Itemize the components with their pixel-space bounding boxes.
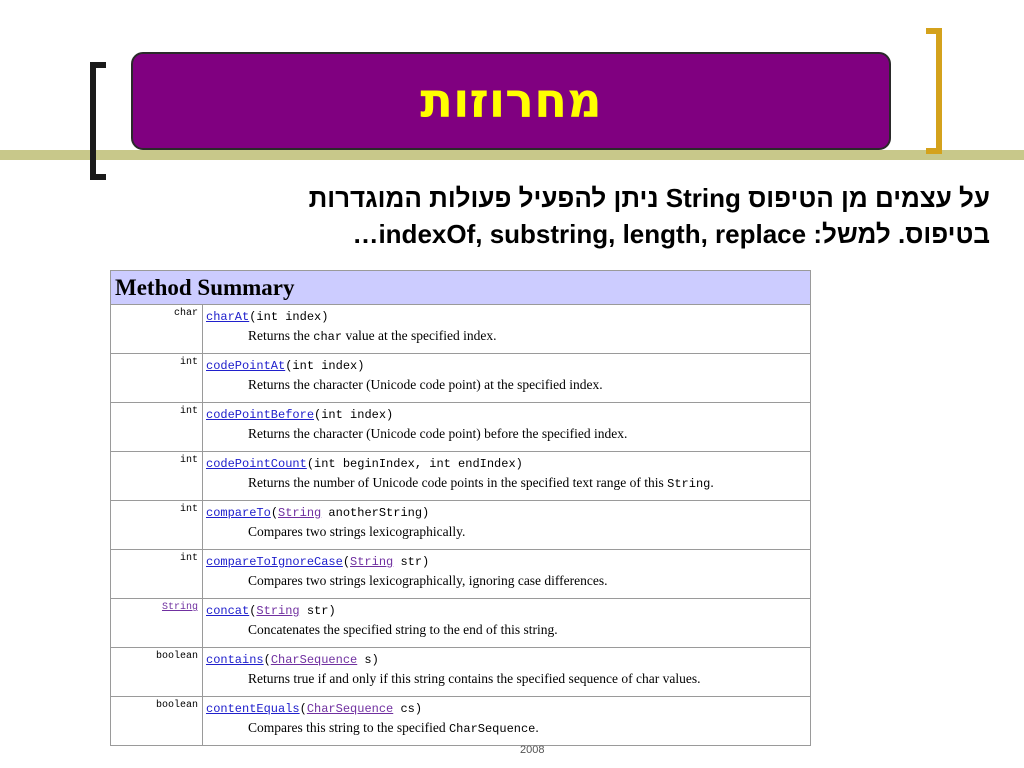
param-type-link[interactable]: String (350, 555, 394, 569)
return-type-cell (111, 599, 203, 648)
method-name-link[interactable]: concat (206, 604, 250, 618)
return-type-cell (111, 305, 203, 354)
description-text: Returns the number of Unicode code points in the specified text range of this (248, 475, 668, 490)
return-type: boolean (155, 700, 198, 711)
table-row (111, 550, 811, 599)
method-name-link[interactable]: charAt (206, 310, 250, 324)
description-text: Compares two strings lexicographically. (248, 524, 466, 539)
description-text: value at the specified index. (342, 328, 497, 343)
method-cell (203, 501, 811, 550)
return-type-cell (111, 697, 203, 746)
return-type-cell (111, 501, 203, 550)
slide-description (100, 180, 990, 252)
table-row (111, 354, 811, 403)
return-type-cell (111, 550, 203, 599)
param-text: (int index) (314, 408, 394, 422)
table-row (111, 697, 811, 746)
table-row (111, 648, 811, 697)
method-name-link[interactable]: codePointCount (206, 457, 307, 471)
return-type: int (179, 553, 198, 564)
method-cell (203, 648, 811, 697)
horizontal-rule (0, 150, 1024, 160)
method-name-link[interactable]: compareToIgnoreCase (206, 555, 343, 569)
param-text: ( (263, 653, 271, 667)
method-description (206, 473, 810, 494)
param-text: s) (357, 653, 379, 667)
method-signature (206, 700, 810, 718)
return-type-link[interactable]: String (161, 602, 198, 613)
inline-code: char (313, 330, 343, 344)
description-text: Concatenates the specified string to the end of this string. (248, 622, 558, 637)
method-cell (203, 354, 811, 403)
description-text: Returns true if and only if this string contains the specified sequence of char values. (248, 671, 701, 686)
return-type: int (179, 357, 198, 368)
param-type-link[interactable]: String (278, 506, 322, 520)
method-signature (206, 504, 810, 522)
table-row (111, 501, 811, 550)
method-signature (206, 308, 810, 326)
method-description (206, 424, 810, 444)
return-type-cell (111, 354, 203, 403)
return-type: boolean (155, 651, 198, 662)
param-text: (int beginIndex, int endIndex) (306, 457, 523, 471)
table-header-row (111, 271, 811, 305)
method-signature (206, 406, 810, 424)
method-name-link[interactable]: compareTo (206, 506, 271, 520)
param-text: anotherString) (321, 506, 430, 520)
inline-code: CharSequence (448, 722, 536, 736)
method-cell (203, 550, 811, 599)
description-text: Returns the character (Unicode code point) at the specified index. (248, 377, 603, 392)
param-text: str) (299, 604, 336, 618)
method-signature (206, 651, 810, 669)
method-description (206, 669, 810, 689)
right-bracket-decoration (926, 28, 942, 154)
method-name-link[interactable]: contains (206, 653, 264, 667)
return-type: int (179, 504, 198, 515)
table-row (111, 305, 811, 354)
description-text: Returns the character (Unicode code point) before the specified index. (248, 426, 628, 441)
param-type-link[interactable]: String (256, 604, 300, 618)
param-text: (int index) (285, 359, 365, 373)
param-text: cs) (393, 702, 423, 716)
method-signature (206, 553, 810, 571)
method-cell (203, 697, 811, 746)
param-type-link[interactable]: CharSequence (270, 653, 358, 667)
method-name-link[interactable]: codePointBefore (206, 408, 315, 422)
return-type-cell (111, 648, 203, 697)
description-line-1: על עצמים מן הטיפוס String ניתן להפעיל פעולות המוגדרות (308, 183, 990, 213)
description-text: Compares two strings lexicographically, ignoring case differences. (248, 573, 608, 588)
method-description (206, 718, 810, 739)
title-banner (131, 52, 891, 150)
method-signature (206, 357, 810, 375)
method-cell (203, 599, 811, 648)
return-type: int (179, 406, 198, 417)
table-row (111, 403, 811, 452)
table-row (111, 599, 811, 648)
return-type: int (179, 455, 198, 466)
method-summary-table (110, 270, 811, 748)
method-signature (206, 455, 810, 473)
param-text: ( (342, 555, 351, 569)
inline-code: String (667, 477, 711, 491)
param-type-link[interactable]: CharSequence (306, 702, 394, 716)
param-text: ( (249, 604, 257, 618)
method-description (206, 375, 810, 395)
method-cell (203, 305, 811, 354)
slide-footer: 2008 (520, 744, 545, 756)
table-row (111, 452, 811, 501)
description-line-2: בטיפוס. למשל: indexOf, substring, length, replace… (352, 219, 990, 249)
slide-title: מחרוזות (420, 73, 602, 129)
method-description (206, 571, 810, 591)
method-cell (203, 452, 811, 501)
method-name-link[interactable]: contentEquals (206, 702, 300, 716)
return-type: char (173, 308, 198, 319)
return-type-cell (111, 452, 203, 501)
description-text: . (710, 475, 714, 490)
table-header: Method Summary (111, 271, 811, 305)
description-text: Compares this string to the specified (248, 720, 449, 735)
param-text: ( (270, 506, 279, 520)
method-description (206, 522, 810, 542)
method-signature (206, 602, 810, 620)
method-description (206, 326, 810, 347)
description-text: . (535, 720, 539, 735)
param-text: (int index) (249, 310, 329, 324)
param-text: ( (299, 702, 307, 716)
param-text: str) (393, 555, 430, 569)
description-text: Returns the (248, 328, 314, 343)
left-bracket-decoration (90, 62, 106, 180)
method-name-link[interactable]: codePointAt (206, 359, 286, 373)
return-type-cell (111, 403, 203, 452)
method-description (206, 620, 810, 640)
method-cell (203, 403, 811, 452)
